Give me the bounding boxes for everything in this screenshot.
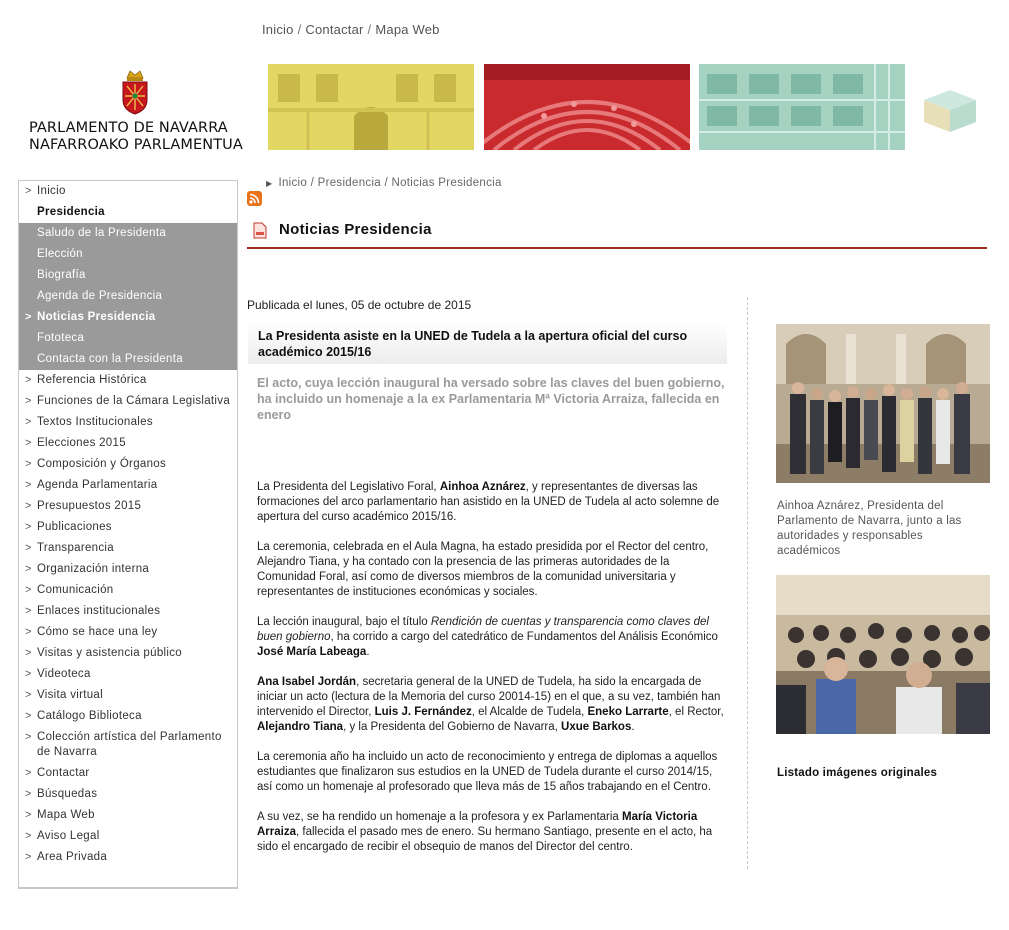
navarra-crest-icon [118,66,152,116]
chevron-right-icon: > [25,809,32,821]
sidebar-item-label: Elecciones 2015 [37,437,126,449]
chevron-right-icon: > [25,647,32,659]
chevron-right-icon: > [25,563,32,575]
publication-date: Publicada el lunes, 05 de octubre de 2015 [247,298,472,312]
sidebar-item[interactable] [19,517,237,538]
chevron-right-icon: > [25,185,32,197]
header-image-facade [268,64,474,150]
article-paragraph: A su vez, se ha rendido un homenaje a la profesora y ex Parlamentaria María Victoria Arraiza, fallecida el pasado mes de enero. Su hermano Santiago, presente en el acto, ha sido el encargado de recibir el obsequio de manos del Director del centro. [257,811,713,853]
chevron-right-icon: > [25,458,32,470]
chevron-right-icon: > [25,479,32,491]
document-icon [253,222,267,239]
logo-line-2: NAFARROAKO PARLAMENTUA [29,137,243,153]
sidebar-item-label: Publicaciones [37,521,112,533]
page-title: Noticias Presidencia [279,221,432,238]
chevron-right-icon: > [25,767,32,779]
sidebar-item[interactable] [19,847,237,868]
sidebar-item[interactable] [19,391,237,412]
sidebar-item[interactable] [19,784,237,805]
article-paragraph: La Presidenta del Legislativo Foral, Ainhoa Aznárez, y representantes de diversas las formaciones del arco parlamentario han asistido en la UNED de Tudela al acto solemne de apertura del curso académico 2015/16. [257,481,720,523]
sidebar-item-label: Presidencia [37,206,105,218]
logo-line-1: PARLAMENTO DE NAVARRA [29,120,228,136]
sidebar-item[interactable] [19,433,237,454]
top-link-mapa-web[interactable]: Mapa Web [375,22,440,37]
sidebar-item[interactable] [19,328,237,349]
sidebar-item-label: Cómo se hace una ley [37,626,158,638]
header-image-chamber [484,64,690,150]
sidebar-item[interactable] [19,454,237,475]
sidebar-item-label: Organización interna [37,563,150,575]
sidebar-item[interactable] [19,223,237,244]
sidebar-item[interactable] [19,265,237,286]
sidebar-item-label: Mapa Web [37,809,95,821]
sidebar-item-label: Visita virtual [37,689,103,701]
article-lead: El acto, cuya lección inaugural ha versado sobre las claves del buen gobierno, ha incluido un homenaje a la ex Parlamentaria Mª Victoria Arraiza, fallecida en enero [257,376,725,422]
article-paragraph: La ceremonia año ha incluido un acto de reconocimiento y entrega de diplomas a aquellos estudiantes que finalizaron sus estudios en la UNED de Tudela durante el curso 2014/15, así como un homenaje al profesorado que lleva más de 15 años trabajando en el Centro. [257,751,718,793]
sidebar-item[interactable] [19,286,237,307]
header-image-building [699,64,905,150]
photo-group-authorities[interactable] [776,324,990,483]
sidebar-item-label: Aviso Legal [37,830,100,842]
article-headline: La Presidenta asiste en la UNED de Tudela a la apertura oficial del curso académico 2015/16 [258,329,688,359]
sidebar-item[interactable] [19,664,237,685]
sidebar-item[interactable] [19,580,237,601]
sidebar-item[interactable] [19,706,237,727]
sidebar-item[interactable] [19,622,237,643]
article-paragraph: Ana Isabel Jordán, secretaria general de la UNED de Tudela, ha sido la encargada de iniciar un acto (lectura de la Memoria del curso 20014-15) en el que, a su vez, también han intervenido el Director, Luis J. Fernández, el Alcalde de Tudela, Eneko Larrarte, el Rector, Alejandro Tiana, y la Presidenta del Gobierno de Navarra, Uxue Barkos. [257,676,724,733]
sidebar-item[interactable] [19,496,237,517]
sidebar-item[interactable] [19,601,237,622]
sidebar-item-label: Fototeca [37,332,85,344]
chevron-right-icon: > [25,395,32,407]
sidebar-item-label: Contacta con la Presidenta [37,353,183,365]
header-cube-graphic [920,82,980,134]
sidebar-item-label: Transparencia [37,542,114,554]
rss-icon[interactable] [247,191,262,206]
breadcrumb-current[interactable]: Noticias Presidencia [391,177,502,189]
sidebar-item[interactable] [19,370,237,391]
chevron-right-icon: > [25,710,32,722]
top-link-inicio[interactable]: Inicio [262,22,294,37]
sidebar-item-label: Presupuestos 2015 [37,500,142,512]
chevron-right-icon: > [25,731,32,743]
article-body [257,480,727,870]
sidebar-item[interactable] [19,181,237,202]
sidebar-item[interactable] [19,763,237,784]
sidebar-item[interactable] [19,412,237,433]
chevron-right-icon: > [25,374,32,386]
sidebar-item-label: Saludo de la Presidenta [37,227,167,239]
breadcrumb-separator: / [310,177,315,189]
photo-audience[interactable] [776,575,990,734]
sidebar-item-label: Agenda de Presidencia [37,290,163,302]
article-paragraph: La lección inaugural, bajo el título Rendición de cuentas y transparencia como claves del buen gobierno, ha corrido a cargo del catedrático de Fundamentos del Análisis Económico José María Labeaga. [257,616,718,658]
sidebar-item-label: Catálogo Biblioteca [37,710,142,722]
chevron-right-icon: > [25,416,32,428]
sidebar-nav [18,180,238,889]
sidebar-item-label: Colección artística del Parlamento de Navarra [37,731,222,758]
sidebar-item-label: Inicio [37,185,66,197]
sidebar-item-label: Videoteca [37,668,91,680]
chevron-right-icon: > [25,830,32,842]
sidebar-item-label: Noticias Presidencia [37,311,156,323]
sidebar-item[interactable] [19,244,237,265]
chevron-right-icon: > [25,542,32,554]
chevron-right-icon: > [25,626,32,638]
top-link-contactar[interactable]: Contactar [305,22,364,37]
sidebar-item[interactable] [19,559,237,580]
chevron-right-icon: > [25,584,32,596]
top-link-separator: / [367,22,372,37]
sidebar-item[interactable] [19,202,237,223]
original-images-link[interactable]: Listado imágenes originales [777,767,938,779]
sidebar-item[interactable] [19,538,237,559]
chevron-right-icon: > [25,437,32,449]
sidebar-item-label: Agenda Parlamentaria [37,479,158,491]
sidebar-item-label: Comunicación [37,584,114,596]
sidebar-item[interactable] [19,826,237,847]
sidebar-item-label: Elección [37,248,83,260]
sidebar-item-label: Contactar [37,767,90,779]
sidebar-item[interactable] [19,685,237,706]
photo-caption: Ainhoa Aznárez, Presidenta del Parlamento de Navarra, junto a las autoridades y responsables académicos [777,500,962,557]
chevron-right-icon: > [25,521,32,533]
breadcrumb-home[interactable]: Inicio [278,177,308,189]
sidebar-item-label: Visitas y asistencia público [37,647,182,659]
chevron-right-icon: > [25,689,32,701]
breadcrumb-section[interactable]: Presidencia [317,177,381,189]
chevron-right-icon: > [25,311,32,323]
sidebar-item[interactable] [19,727,237,763]
article-paragraph: La ceremonia, celebrada en el Aula Magna, ha estado presidida por el Rector del centro, Alejandro Tiana, y ha contado con la presencia de las primeras autoridades de la Comunidad Foral, así como de diversos miembros de la comunidad universitaria y representantes de instituciones económicas y sociales. [257,541,709,598]
sidebar-item-label: Biografía [37,269,86,281]
site-logo[interactable] [18,62,258,162]
sidebar-item[interactable] [19,643,237,664]
headline-box [248,322,727,364]
chevron-right-icon: > [25,605,32,617]
sidebar-item[interactable] [19,475,237,496]
chevron-right-icon: > [25,851,32,863]
column-divider [747,297,748,869]
sidebar-item-label: Enlaces institucionales [37,605,161,617]
top-links [262,22,440,37]
page-title-bar [247,219,987,249]
sidebar-item[interactable] [19,805,237,826]
sidebar-list [19,181,237,868]
sidebar-item[interactable] [19,349,237,370]
chevron-right-icon: > [25,668,32,680]
sidebar-item-label: Búsquedas [37,788,98,800]
breadcrumb [266,177,502,189]
sidebar-item-label: Composición y Órganos [37,458,167,470]
sidebar-item-label: Area Privada [37,851,108,863]
chevron-right-icon: > [25,500,32,512]
breadcrumb-separator: / [384,177,388,189]
chevron-right-icon: > [25,788,32,800]
sidebar-item-label: Textos Institucionales [37,416,153,428]
sidebar-item[interactable] [19,307,237,328]
sidebar-item-label: Referencia Histórica [37,374,147,386]
breadcrumb-arrow-icon: ▶ [266,179,273,188]
sidebar-item-label: Funciones de la Cámara Legislativa [37,395,231,407]
top-link-separator: / [297,22,302,37]
